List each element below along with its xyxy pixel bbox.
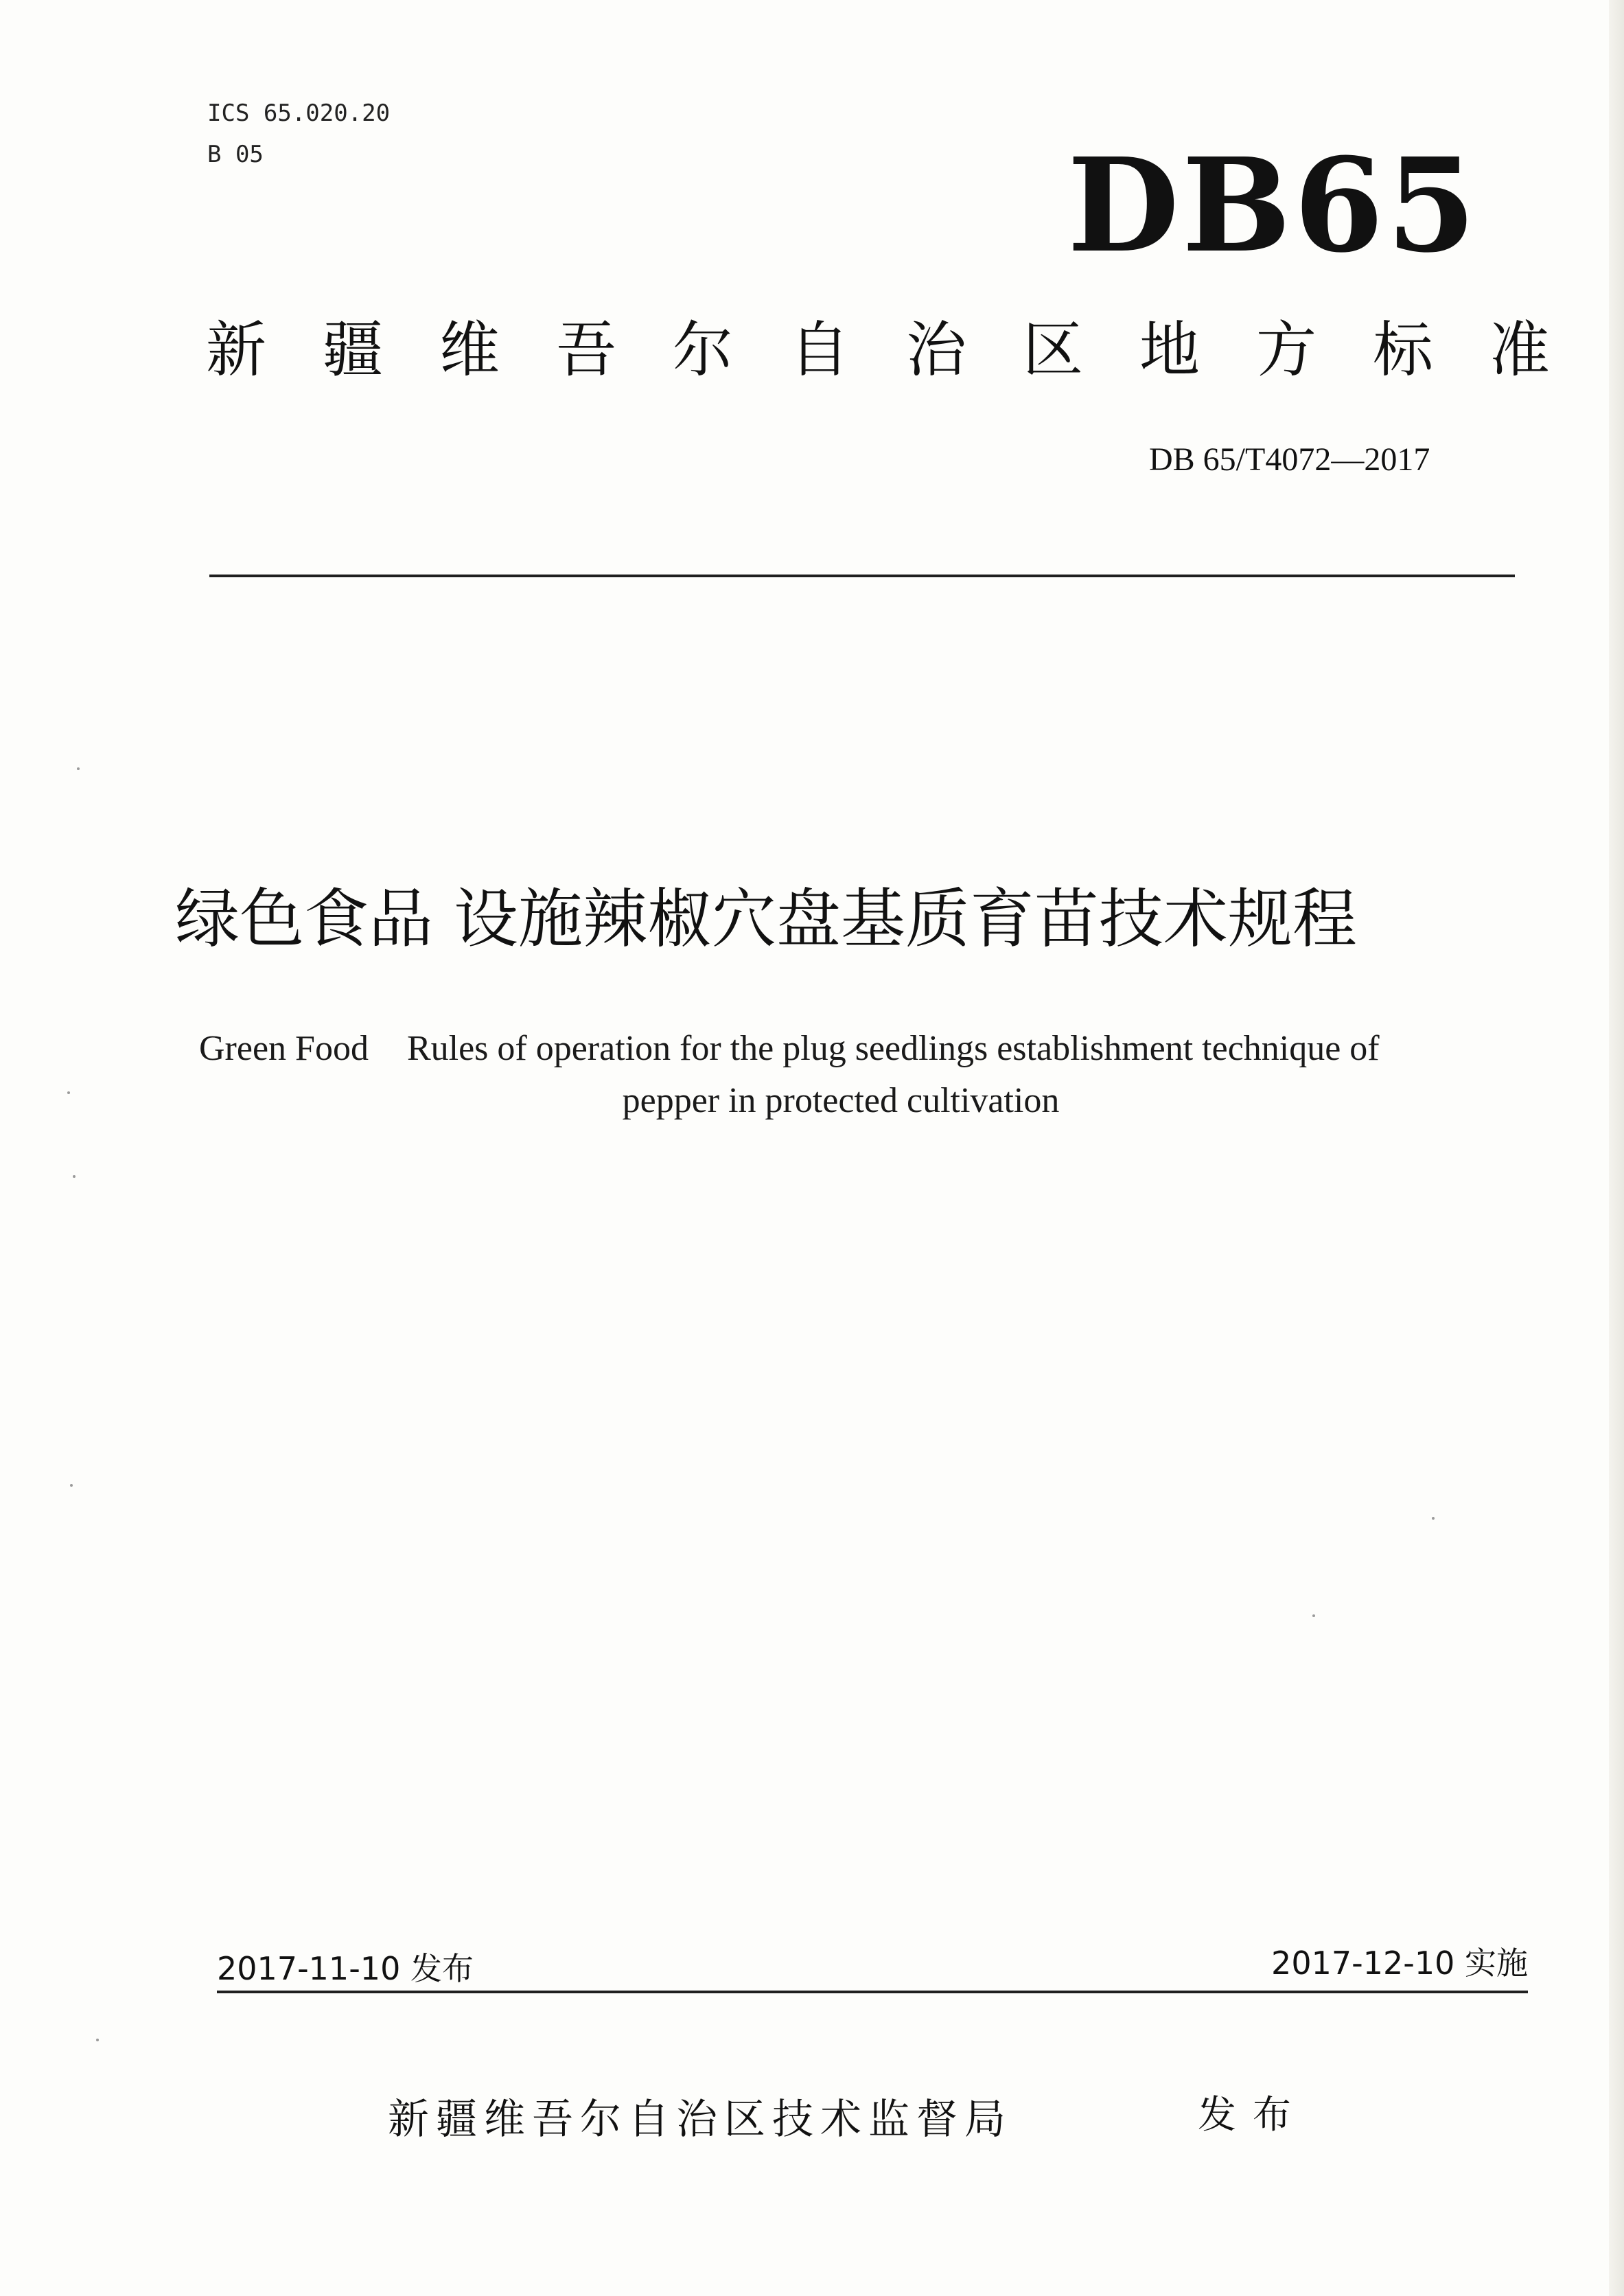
- ics-code: ICS 65.020.20: [207, 100, 391, 127]
- standard-type-heading: 新疆维吾尔自治区地方标准: [206, 314, 1607, 385]
- title-english-line-2: pepper in protected cultivation: [622, 1081, 1060, 1120]
- scan-speck: [67, 1091, 70, 1094]
- title-english-main: Rules of operation for the plug seedlings establishment technique of: [406, 1029, 1380, 1068]
- title-chinese: 绿色食品 设施辣椒穴盘基质育苗技术规程: [175, 882, 1357, 957]
- issue-date: 2017-11-10 发布: [217, 1950, 474, 1987]
- standard-code: DB 65/T4072—2017: [1149, 441, 1430, 478]
- issuing-authority: 新疆维吾尔自治区技术监督局: [388, 2096, 1012, 2144]
- issuing-action: 发布: [1198, 2093, 1308, 2137]
- implementation-date: 2017-12-10 实施: [1271, 1945, 1528, 1982]
- scan-speck: [1432, 1517, 1435, 1520]
- title-english-line-1: [199, 1023, 1483, 1075]
- title-english: [199, 1023, 1483, 1127]
- title-english-prefix: Green Food: [199, 1029, 369, 1068]
- scan-speck: [73, 1175, 76, 1178]
- footer-divider: [217, 1991, 1528, 1993]
- scan-speck: [1312, 1614, 1315, 1617]
- header-divider: [209, 575, 1515, 577]
- scan-edge: [1609, 0, 1624, 2296]
- scan-speck: [77, 767, 80, 770]
- scan-speck: [96, 2039, 99, 2041]
- standard-prefix-logo: DB65: [1067, 130, 1479, 281]
- classification-codes: [207, 93, 390, 175]
- ccs-code: B 05: [207, 141, 264, 168]
- scan-speck: [70, 1484, 73, 1487]
